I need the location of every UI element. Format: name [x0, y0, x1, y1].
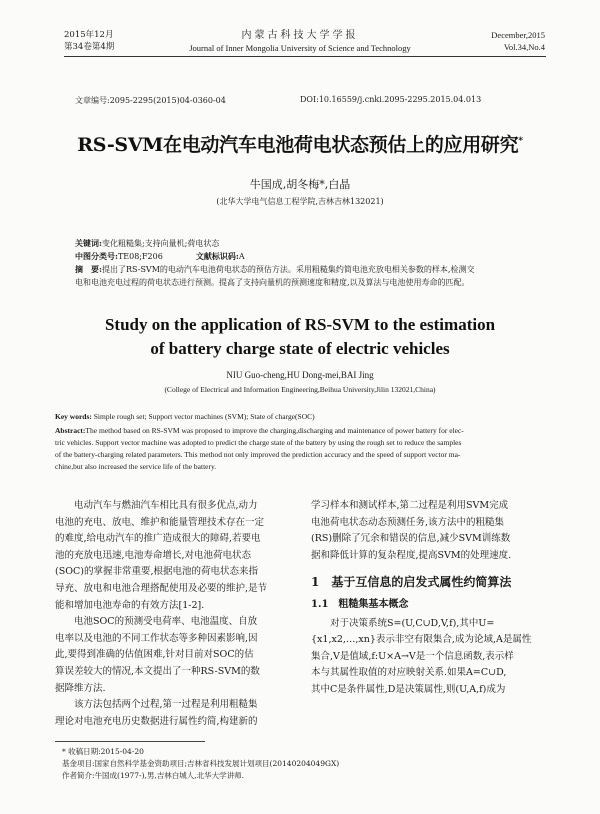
abstract-en-label: Abstract: [55, 426, 86, 435]
body-line: 的难度,给电动汽车的推广造成很大的障碍,若要电 [55, 533, 261, 545]
keywords-en-label: Key words: [55, 412, 92, 421]
body-line: 对于决策系统S=(U,C∪D,V,f),其中U= [311, 617, 495, 629]
footnote-rule [55, 741, 205, 742]
section-title-1: 1 基于互信息的启发式属性约简算法 [311, 575, 512, 590]
keywords-cn [75, 237, 545, 250]
clc-value: TE08;F206 [117, 252, 163, 261]
keywords-en [55, 411, 545, 423]
body-line: 该方法包括两个过程,第一过程是利用粗糙集 [55, 699, 258, 711]
footnote-author: 作者简介:牛国成(1977-),男,吉林白城人,北华大学讲师. [62, 771, 245, 780]
body-line: 集合,V是值域,f:U×A→V是一个信息函数,表示样 [311, 650, 514, 662]
body-line: (SOC)的掌握非常重要,根据电池的荷电状态来指 [55, 566, 258, 578]
abstract-en [55, 425, 545, 473]
abstract-en-line1: The method based on RS-SVM was proposed to improve the charging,discharging and maintenance of power battery for elec- [85, 426, 464, 435]
abstract-cn-line1: 提出了RS-SVM的电动汽车电池荷电状态的预估方法。采用粗糙集约简电池充放电相关参数的样本,检测交 [101, 265, 475, 274]
abstract-en-line2: tric vehicles. Support vector machine was adopted to predict the charge state of the battery by using the rough set to reduce the samples [55, 438, 462, 447]
title-cn [0, 130, 600, 157]
body-line: 算误差较大的情况,本文提出了一种RS-SVM的数 [55, 665, 260, 677]
title-en-line1: Study on the application of RS-SVM to the estimation [104, 315, 496, 334]
body-line: 电池荷电状态动态预测任务,该方法中的粗糙集 [311, 516, 505, 528]
header-date-cn: 2015年12月 [64, 30, 114, 40]
keywords-cn-text: 变化粗糙集;支持向量机;荷电状态 [101, 239, 220, 248]
subsection-title-1-1: 1.1 粗糙集基本概念 [311, 598, 409, 610]
header-journal-cn: 内蒙古科技大学学报 [241, 30, 359, 41]
header-journal-en: Journal of Inner Mongolia University of Science and Technology [189, 43, 411, 53]
title-cn-text: RS-SVM在电动汽车电池荷电状态预估上的应用研究 [77, 134, 519, 156]
doc-code-label: 文献标识码: [195, 251, 239, 261]
authors-en: NIU Guo-cheng,HU Dong-mei,BAI Jing [226, 370, 374, 380]
body-line: 电池的充电、放电、维护和能量管理技术存在一定 [55, 516, 265, 528]
header-volume-cn: 第34卷第4期 [64, 42, 115, 52]
body-line: (RS)删除了冗余和错误的信息,减少SVM训练数 [311, 533, 511, 545]
body-left-column [55, 498, 293, 730]
title-footnote-mark: * [518, 136, 523, 147]
body-line: 导充、放电和电池合理搭配使用及必要的维护,是节 [55, 582, 268, 594]
body-line: 池的充放电迅速,电池寿命增长,对电池荷电状态 [55, 549, 252, 561]
title-en-line2: of battery charge state of electric vehicles [150, 339, 450, 358]
clc-label: 中图分类号: [75, 251, 118, 261]
body-line: 本与其属性取值的对应映射关系.如果A=C∪D, [311, 667, 507, 679]
title-en [0, 313, 600, 361]
body-line: {x1,x2,…,xn}表示非空有限集合,成为论域,A是属性 [311, 634, 532, 646]
abstract-cn [75, 263, 545, 289]
body-line: 电池SOC的预测受电荷率、电池温度、自放 [55, 616, 258, 628]
footnote-received: * 收稿日期:2015-04-20 [62, 747, 144, 756]
abstract-en-line4: chine,but also increased the service life of the battery. [55, 462, 217, 471]
keywords-en-text: Simple rough set; Support vector machines (SVM); State of charge(SOC) [93, 412, 315, 421]
body-line: 此,要得到准确的估值困难,针对目前对SOC的估 [55, 649, 254, 661]
header-volume-en: Vol.34,No.4 [503, 42, 545, 52]
body-line: 电率以及电池的不同工作状态等多种因素影响,因 [55, 632, 258, 644]
body-line: 学习样本和测试样本,第二过程是利用SVM完成 [311, 500, 509, 511]
footnote-fund: 基金项目:国家自然科学基金资助项目;吉林省科技发展计划项目(20140204049GX) [62, 759, 340, 768]
body-line: 电动汽车与燃油汽车相比具有很多优点,动力 [55, 500, 258, 511]
body-right-column [311, 498, 549, 699]
article-doi: DOI:10.16559/j.cnki.2095-2295.2015.04.013 [300, 95, 482, 104]
abstract-en-line3: of the battery-charging related parameters. This method not only improved the prediction accuracy and the speed of support vector ma- [55, 450, 461, 459]
authors-cn: 牛国成,胡冬梅*,白晶 [249, 178, 351, 191]
keywords-cn-label: 关键词: [75, 238, 102, 248]
affiliation-en: (College of Electrical and Information Engineering,Beihua University,Jilin 132021,China) [164, 385, 436, 394]
abstract-cn-line2: 电和电池充电过程的荷电状态进行预测。提高了支持向量机的预测速度和精度,以及算法与电池使用寿命的匹配。 [75, 278, 470, 287]
body-line: 理论对电池充电历史数据进行属性约简,构建新的 [55, 715, 258, 727]
affiliation-cn: (北华大学电气信息工程学院,吉林吉林132021) [216, 197, 384, 206]
body-line: 其中C是条件属性,D是决策属性,则(U,A,f)成为 [311, 683, 506, 695]
abstract-cn-label: 摘 要: [75, 264, 102, 274]
body-line: 据和降低计算的复杂程度,提高SVM的处理速度. [311, 549, 512, 561]
classification-cn [75, 250, 545, 263]
header-rule [64, 56, 546, 57]
body-line: 能和增加电池寿命的有效方法[1-2]. [55, 599, 205, 611]
footnote [62, 746, 542, 782]
body-line: 据降维方法. [55, 682, 106, 694]
header-date-en: December,2015 [491, 30, 545, 40]
doc-code-value: A [238, 252, 245, 261]
article-number: 文章编号:2095-2295(2015)04-0360-04 [75, 96, 226, 105]
